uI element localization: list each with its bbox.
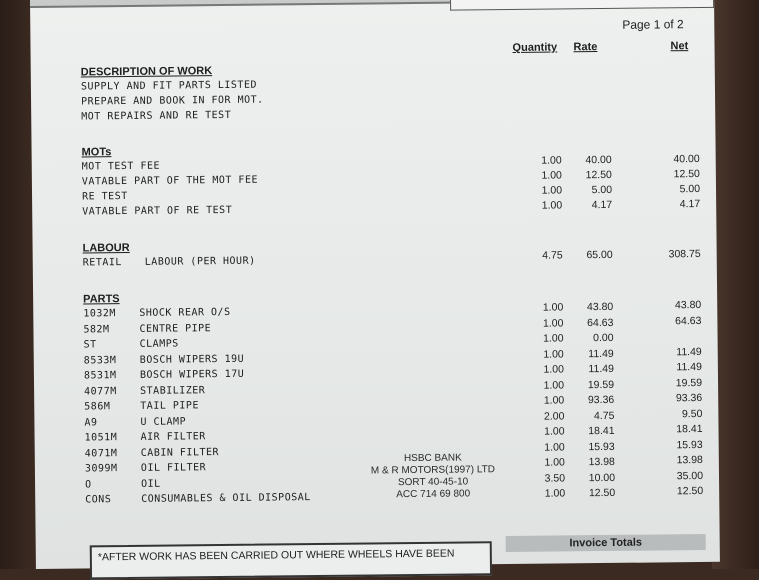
part-qty: 1.00 xyxy=(544,425,565,438)
part-net: 35.00 xyxy=(676,469,704,482)
part-rate: 11.49 xyxy=(588,362,614,376)
part-rate: 12.50 xyxy=(588,486,616,500)
mot-qty: 1.00 xyxy=(541,199,563,212)
mot-net: 12.50 xyxy=(673,167,700,181)
part-desc: OIL xyxy=(141,478,161,490)
part-desc: U CLAMP xyxy=(140,415,187,428)
mots-heading: MOTs xyxy=(81,146,112,159)
part-code: 4077M xyxy=(84,385,117,397)
part-desc: CONSUMABLES & OIL DISPOSAL xyxy=(141,492,311,505)
labour-net: 308.75 xyxy=(668,247,701,261)
part-desc: BOSCH WIPERS 19U xyxy=(139,353,245,366)
part-rate: 19.59 xyxy=(587,378,615,391)
part-net: 18.41 xyxy=(676,422,703,436)
description-line: PREPARE AND BOOK IN FOR MOT. xyxy=(81,94,264,108)
part-qty: 1.00 xyxy=(543,378,565,392)
bank-acc: ACC 714 69 800 xyxy=(396,488,471,501)
part-desc: BOSCH WIPERS 17U xyxy=(139,368,245,381)
description-line: MOT REPAIRS AND RE TEST xyxy=(81,109,232,123)
col-net: Net xyxy=(670,40,689,53)
part-net: 15.93 xyxy=(676,438,703,451)
part-code: ST xyxy=(83,339,97,351)
part-code: 3099M xyxy=(84,463,118,475)
part-desc: SHOCK REAR O/S xyxy=(139,306,231,319)
description-heading: DESCRIPTION OF WORK xyxy=(80,65,213,79)
part-rate: 93.36 xyxy=(587,393,615,407)
mot-qty: 1.00 xyxy=(541,154,562,167)
part-code: CONS xyxy=(85,494,112,506)
part-rate: 43.80 xyxy=(586,300,614,314)
part-qty: 1.00 xyxy=(544,440,565,454)
part-net xyxy=(653,330,701,331)
invoice-totals-header: Invoice Totals xyxy=(506,534,706,552)
part-qty: 2.00 xyxy=(543,409,565,423)
part-qty: 1.00 xyxy=(542,316,564,330)
part-rate: 18.41 xyxy=(588,424,615,438)
part-net: 19.59 xyxy=(675,376,703,389)
part-qty: 3.50 xyxy=(544,471,566,485)
part-rate: 0.00 xyxy=(593,331,614,345)
invoice-page xyxy=(30,0,720,569)
mot-row-desc: RE TEST xyxy=(82,190,128,203)
parts-heading: PARTS xyxy=(83,293,120,306)
footer-note-box xyxy=(90,541,492,579)
part-desc: OIL FILTER xyxy=(140,462,207,474)
footer-note: *AFTER WORK HAS BEEN CARRIED OUT WHERE WHEELS HAVE BEEN xyxy=(97,547,455,564)
bank-company: M & R MOTORS(1997) LTD xyxy=(370,464,496,477)
part-code: 8533M xyxy=(83,354,117,366)
mot-rate: 40.00 xyxy=(585,153,612,167)
part-code: 1051M xyxy=(84,432,118,444)
labour-desc: LABOUR (PER HOUR) xyxy=(144,255,256,268)
part-rate: 4.75 xyxy=(593,409,615,422)
part-net: 64.63 xyxy=(675,314,702,327)
mot-rate: 12.50 xyxy=(585,168,612,182)
part-rate: 11.49 xyxy=(588,347,614,360)
labour-qty: 4.75 xyxy=(542,249,563,262)
part-net: 13.98 xyxy=(676,453,703,467)
bank-name: HSBC BANK xyxy=(403,452,462,465)
part-code: 586M xyxy=(84,401,111,413)
mot-net: 4.17 xyxy=(679,197,701,211)
mot-rate: 4.17 xyxy=(591,198,613,212)
part-code: 8531M xyxy=(83,370,117,382)
part-qty: 1.00 xyxy=(544,456,565,469)
bank-sort: SORT 40-45-10 xyxy=(397,476,469,489)
part-net: 12.50 xyxy=(676,484,704,498)
part-code: 1032M xyxy=(83,308,116,320)
part-code: O xyxy=(85,478,92,490)
part-desc: TAIL PIPE xyxy=(140,400,200,412)
mot-net: 5.00 xyxy=(679,182,701,196)
part-net: 43.80 xyxy=(674,298,702,312)
page-label: Page 1 of 2 xyxy=(622,17,684,32)
part-net: 11.49 xyxy=(676,360,702,374)
description-line: SUPPLY AND FIT PARTS LISTED xyxy=(80,79,258,93)
part-net: 11.49 xyxy=(676,345,702,358)
part-desc: AIR FILTER xyxy=(140,431,206,443)
mot-rate: 5.00 xyxy=(591,183,613,197)
mot-row-desc: MOT TEST FEE xyxy=(81,160,161,173)
mot-qty: 1.00 xyxy=(541,169,562,182)
part-qty: 1.00 xyxy=(543,332,564,345)
mot-row-desc: VATABLE PART OF THE MOT FEE xyxy=(81,174,259,188)
part-rate: 64.63 xyxy=(587,316,614,329)
header-box xyxy=(450,0,714,11)
top-sheet-edge xyxy=(30,0,458,8)
part-net: 9.50 xyxy=(681,407,703,420)
mot-qty: 1.00 xyxy=(541,184,563,197)
part-desc: CENTRE PIPE xyxy=(139,322,212,335)
labour-code: RETAIL xyxy=(82,257,122,269)
part-net: 93.36 xyxy=(675,391,703,405)
part-qty: 1.00 xyxy=(543,347,564,361)
labour-heading: LABOUR xyxy=(82,241,130,255)
part-rate: 10.00 xyxy=(588,471,616,484)
part-qty: 1.00 xyxy=(542,301,564,314)
part-qty: 1.00 xyxy=(543,363,564,376)
mot-net: 40.00 xyxy=(673,152,700,166)
part-rate: 15.93 xyxy=(588,440,615,453)
part-desc: STABILIZER xyxy=(140,384,206,397)
labour-rate: 65.00 xyxy=(586,248,613,262)
part-code: 4071M xyxy=(84,447,118,459)
part-desc: CLAMPS xyxy=(139,338,179,350)
part-qty: 1.00 xyxy=(543,394,565,407)
part-qty: 1.00 xyxy=(544,487,566,500)
col-quantity: Quantity xyxy=(512,41,558,54)
mot-row-desc: VATABLE PART OF RE TEST xyxy=(82,204,233,218)
col-rate: Rate xyxy=(573,41,598,54)
part-code: 582M xyxy=(83,323,110,335)
part-code: A9 xyxy=(84,416,98,428)
part-desc: CABIN FILTER xyxy=(140,446,220,459)
part-rate: 13.98 xyxy=(588,455,615,469)
